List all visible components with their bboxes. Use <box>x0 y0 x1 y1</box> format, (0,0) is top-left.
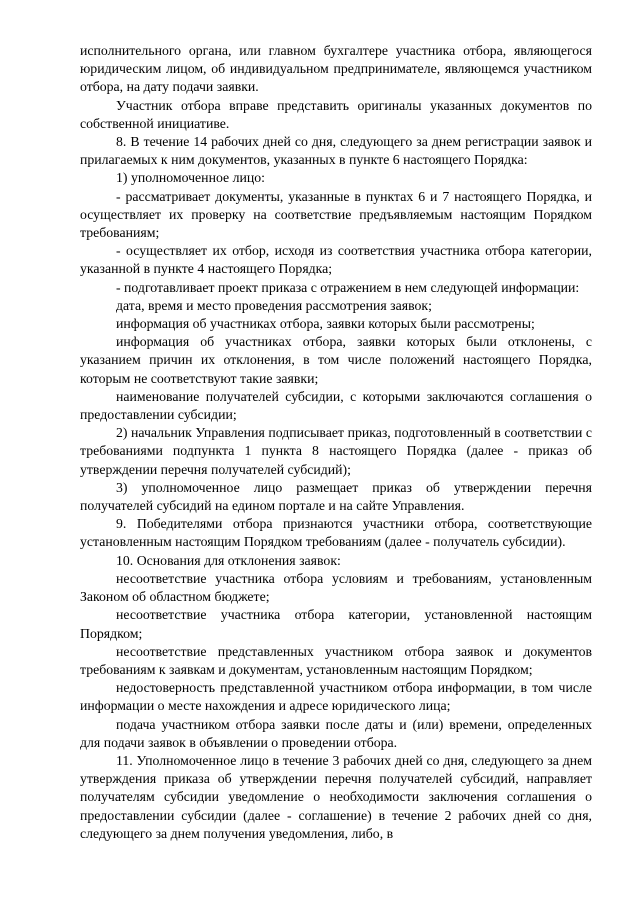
paragraph-clause-10: 10. Основания для отклонения заявок: <box>116 552 341 568</box>
paragraph-clause-8-3: 3) уполномоченное лицо размещает приказ об утверждении перечня получателей субсидий на едином портале и на сайте Управления. <box>80 479 592 514</box>
paragraph-clause-11: 11. Уполномоченное лицо в течение 3 рабочих дней со дня, следующего за днем утверждения приказа об утверждении перечня получателей субсидий, направляет получателям субсидии уведомление о необходимости заключения соглашения о предоставлении субсидии (далее - соглашение) в течение 2 рабочих дней со дня, следующего за днем получения уведомления, либо, в <box>80 752 592 841</box>
paragraph-rejection-reason-5: подача участником отбора заявки после даты и (или) времени, определенных для подачи заявок в объявлении о проведении отбора. <box>80 716 592 750</box>
paragraph-1-continuation: исполнительного органа, или главном бухгалтере участника отбора, являющегося юридическим лицом, об индивидуальном предпринимателе, являющемся участником отбора, на дату подачи заявки. <box>80 43 592 95</box>
paragraph-order-item-rejected: информация об участниках отбора, заявки которых были отклонены, с указанием причин их отклонения, в том числе положений настоящего Порядка, которым не соответствуют такие заявки; <box>80 334 592 386</box>
paragraph-rejection-reason-3: несоответствие представленных участником отбора заявок и документов требованиям к заявкам и документам, установленным настоящим Порядком; <box>80 643 592 677</box>
paragraph-rejection-reason-4: недостоверность представленной участником отбора информации, в том числе информации о месте нахождения и адресе юридического лица; <box>80 680 592 714</box>
paragraph-order-item-date: дата, время и место проведения рассмотрения заявок; <box>116 297 432 313</box>
paragraph-order-item-recipients: наименование получателей субсидии, с которыми заключаются соглашения о предоставлении субсидии; <box>80 388 592 423</box>
paragraph-clause-8-1-selection: - осуществляет их отбор, исходя из соответствия участника отбора категории, указанной в пункте 4 настоящего Порядка; <box>80 243 592 277</box>
paragraph-clause-8-1-draft-order: - подготавливает проект приказа с отражением в нем следующей информации: <box>116 279 580 295</box>
paragraph-clause-9: 9. Победителями отбора признаются участники отбора, соответствующие установленным настоящим Порядком требованиям (далее - получатель субсидии). <box>80 516 592 550</box>
paragraph-rejection-reason-1: несоответствие участника отбора условиям и требованиям, установленным Законом об областном бюджете; <box>80 570 592 605</box>
paragraph-clause-8: 8. В течение 14 рабочих дней со дня, следующего за днем регистрации заявок и прилагаемых к ним документов, указанных в пункте 6 настоящего Порядка: <box>80 134 592 168</box>
paragraph-clause-8-1-review: - рассматривает документы, указанные в пунктах 6 и 7 настоящего Порядка, и осуществляет их проверку на соответствие предъявляемым настоящим Порядком требованиям; <box>80 188 592 241</box>
paragraph-clause-8-2: 2) начальник Управления подписывает приказ, подготовленный в соответствии с требованиями подпункта 1 пункта 8 настоящего Порядка (далее - приказ об утверждении перечня получателей субсидий); <box>80 425 592 477</box>
paragraph-order-item-reviewed: информация об участниках отбора, заявки которых были рассмотрены; <box>116 316 535 332</box>
paragraph-clause-8-1: 1) уполномоченное лицо: <box>116 170 265 186</box>
paragraph-rejection-reason-2: несоответствие участника отбора категории, установленной настоящим Порядком; <box>80 607 592 641</box>
paragraph-originals-right: Участник отбора вправе представить оригиналы указанных документов по собственной инициативе. <box>80 97 592 131</box>
document-page <box>80 42 592 843</box>
